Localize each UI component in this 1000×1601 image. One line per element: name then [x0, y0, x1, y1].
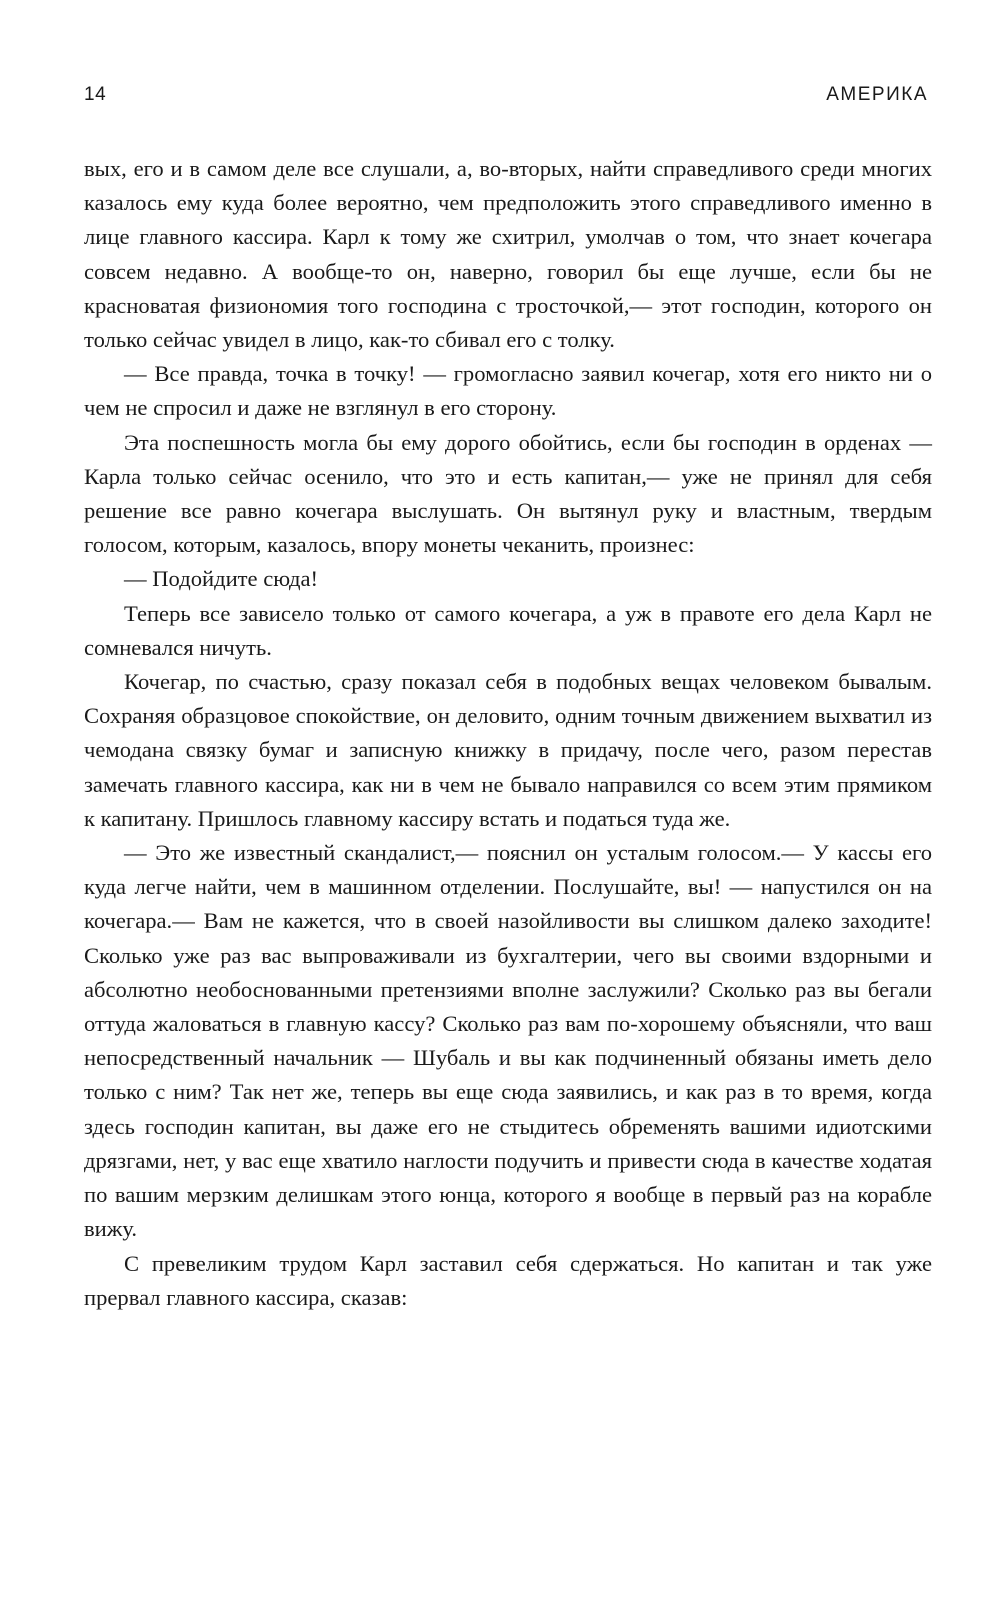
paragraph: вых, его и в самом деле все слушали, а, во-вторых, найти справедливого среди многих казалось ему куда более вероятно, чем предположить этого справедливого именно в лице главного кассира. Карл к тому же схитрил, умолчав о том, что знает кочегара совсем недавно. А вообще-то он, наверно, говорил бы еще лучше, если бы не красноватая физиономия того господина с тросточкой,— этот господин, которого он только сейчас увидел в лицо, как-то сбивал его с толку. — [84, 156, 932, 353]
paragraph: Теперь все зависело только от самого кочегара, а уж в правоте его дела Карл не сомневался ничуть. — [84, 600, 932, 660]
page-number: 14 — [84, 84, 107, 105]
paragraph: — Все правда, точка в точку! — громогласно заявил кочегар, хотя его никто ни о чем не спросил и даже не взглянул в его сторону. — [84, 361, 932, 421]
body-text — [84, 152, 932, 1315]
paragraph: Кочегар, по счастью, сразу показал себя в подобных вещах человеком бывалым. Сохраняя образцовое спокойствие, он деловито, одним точным движением выхватил из чемодана связку бумаг и записную книжку в придачу, после чего, разом перестав замечать главного кассира, как ни в чем не бывало направился со всем этим прямиком к капитану. Пришлось главному кассиру встать и податься туда же. — [84, 669, 932, 831]
paragraph: — Подойдите сюда! — [124, 566, 319, 592]
book-title: АМЕРИКА — [826, 84, 928, 105]
running-head — [84, 84, 928, 114]
paragraph: Эта поспешность могла бы ему дорого обойтись, если бы господин в орденах — Карла только сейчас осенило, что это и есть капитан,— уже не принял для себя решение все равно кочегара выслушать. Он вытянул руку и властным, твердым голосом, которым, казалось, впору монеты чеканить, произнес: — [84, 429, 932, 558]
paragraph: С превеликим трудом Карл заставил себя сдержаться. Но капитан и так уже прервал главного кассира, сказав: — [84, 1250, 932, 1310]
paragraph: — Это же известный скандалист,— пояснил он усталым голосом.— У кассы его куда легче найти, чем в машинном отделении. Послушайте, вы! — напустился он на кочегара.— Вам не кажется, что в своей назойливости вы слишком далеко заходите! Сколько уже раз вас выпроваживали из бухгалтерии, чего вы своими вздорными и абсолютно необоснованными претензиями вполне заслужили? Сколько раз вы бегали оттуда жаловаться в главную кассу? Сколько раз вам по-хорошему объясняли, что ваш непосредственный начальник — Шубаль и вы как подчиненный обязаны иметь дело только с ним? Так нет же, теперь вы еще сюда заявились, и как раз в то время, когда здесь господин капитан, вы даже его не стыдитесь обременять вашими идиотскими дрязгами, нет, у вас еще хватило наглости подучить и привести сюда в качестве ходатая по вашим мерзким делишкам этого юнца, которого я вообще в первый раз на корабле вижу. — [84, 840, 932, 1242]
